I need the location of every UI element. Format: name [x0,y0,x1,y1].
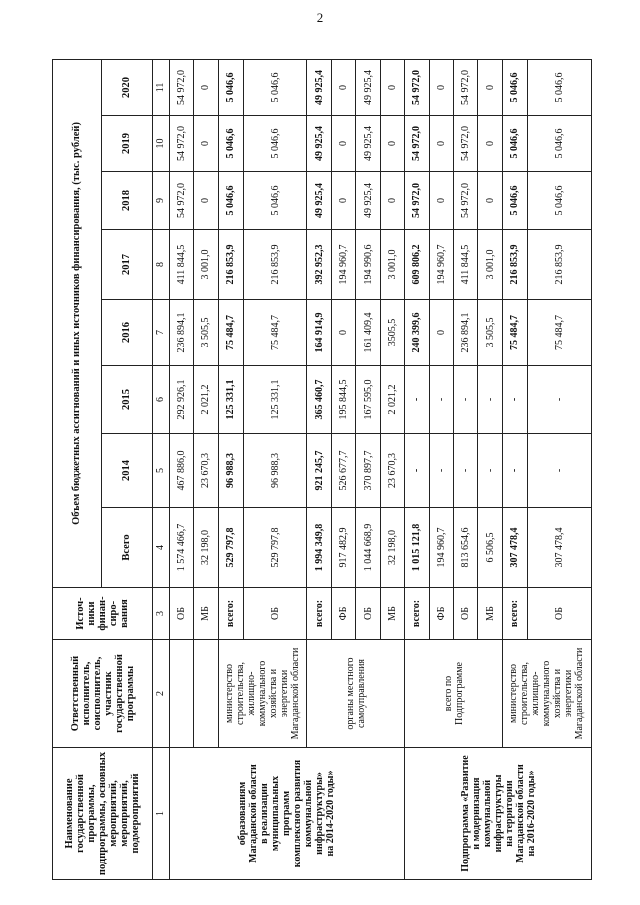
value-cell: 3 001,0 [194,230,218,300]
source-cell: ОБ [454,588,478,640]
value-cell: 0 [194,172,218,230]
program-name-line: программ [281,790,293,837]
program-name-line: на 2014-2020 годы» [325,770,337,857]
value-cell: 0 [478,172,502,230]
value-cell: 1 015 121,8 [405,508,429,588]
value-cell: 3 505,5 [194,300,218,366]
program-name-line: Магаданской области [248,764,260,863]
index-cell: 1 [153,748,170,880]
executor-line: министерство [223,663,235,724]
budget-table [52,59,592,880]
value-cell: 3 001,0 [380,230,404,300]
value-cell: 5 046,6 [243,172,307,230]
header-year: 2014 [101,434,152,508]
value-cell: 236 894,1 [169,300,193,366]
value-cell: - [454,366,478,434]
value-cell: 3 001,0 [478,230,502,300]
source-cell: всего: [502,588,527,640]
executor-line: хозяйства и [267,668,279,719]
executor-cell-empty [194,640,218,748]
subprogram-name-line: коммунальной [481,779,493,848]
value-cell: 1 574 466,7 [169,508,193,588]
source-cell: МБ [194,588,218,640]
header-year: 2018 [101,172,152,230]
value-cell: 0 [478,116,502,172]
executor-ministry-cell [502,640,591,748]
executor-line: всего по [442,675,454,712]
executor-line: министерство [508,663,520,724]
value-cell: 49 925,4 [307,116,331,172]
value-cell: 236 894,1 [454,300,478,366]
value-cell: 0 [194,59,218,115]
subprogram-name-line: инфраструктуры [492,774,504,853]
value-cell: 54 972,0 [169,172,193,230]
value-cell: 54 972,0 [454,172,478,230]
value-cell: 5 046,6 [527,116,591,172]
value-cell: 32 198,0 [380,508,404,588]
value-cell: - [527,434,591,508]
index-cell: 7 [153,300,170,366]
value-cell: 5 046,6 [502,59,527,115]
value-cell: 0 [380,59,404,115]
value-cell: 164 914,9 [307,300,331,366]
value-cell: 216 853,9 [218,230,243,300]
value-cell: 529 797,8 [218,508,243,588]
source-cell: ФБ [429,588,453,640]
executor-line: Магаданской области [574,647,586,740]
value-cell: 5 046,6 [502,172,527,230]
value-cell: 411 844,5 [169,230,193,300]
value-cell: 5 046,6 [527,172,591,230]
value-cell: 194 960,7 [429,508,453,588]
value-cell: 32 198,0 [194,508,218,588]
value-cell: - [502,434,527,508]
value-cell: 5 046,6 [243,59,307,115]
executor-line: энергетики [563,669,575,718]
value-cell: - [405,366,429,434]
value-cell: 0 [331,59,355,115]
value-cell: 0 [429,300,453,366]
value-cell: - [502,366,527,434]
value-cell: 194 960,7 [331,230,355,300]
value-cell: 54 972,0 [405,59,429,115]
value-cell: 0 [331,172,355,230]
value-cell: 75 484,7 [243,300,307,366]
value-cell: 1 044 668,9 [356,508,380,588]
value-cell: 5 046,6 [218,59,243,115]
value-cell: 54 972,0 [454,116,478,172]
header-year: 2016 [101,300,152,366]
program-name-line: в реализации [259,783,271,844]
value-cell: 917 482,9 [331,508,355,588]
page-number: 2 [316,10,324,25]
source-cell: ОБ [169,588,193,640]
source-cell: ОБ [243,588,307,640]
header-source: Источ-ники финан-сиро-вания [53,588,153,640]
subprogram-name-line: Магаданской области [514,764,526,863]
value-cell: 609 806,2 [405,230,429,300]
value-cell: 5 046,6 [243,116,307,172]
header-year: Всего [101,508,152,588]
executor-line: Магаданской области [289,647,301,740]
value-cell: - [454,434,478,508]
value-cell: 161 409,4 [356,300,380,366]
table-row [169,59,193,879]
value-cell: 240 399,6 [405,300,429,366]
value-cell: - [478,366,502,434]
value-cell: 54 972,0 [405,172,429,230]
value-cell: 0 [429,116,453,172]
source-cell: ФБ [331,588,355,640]
value-cell: 125 331,1 [243,366,307,434]
header-name: Наименование государственной программы, подпрограммы, основных мероприятий, мероприятий, подмероприятий [53,748,153,880]
value-cell: 0 [194,116,218,172]
value-cell: - [527,366,591,434]
value-cell: 54 972,0 [169,59,193,115]
index-cell: 11 [153,59,170,115]
value-cell: - [478,434,502,508]
header-funding-group: Объем бюджетных ассигнований и иных источников финансирования, (тыс. рублей) [53,59,102,587]
executor-line: строительства, [234,662,246,725]
executor-line: самоуправления [355,658,367,729]
value-cell: 125 331,1 [218,366,243,434]
value-cell: 216 853,9 [502,230,527,300]
value-cell: 49 925,4 [356,116,380,172]
executor-line: Подпрограмме [453,662,465,726]
value-cell: 5 046,6 [218,116,243,172]
value-cell: 292 926,1 [169,366,193,434]
source-cell: МБ [478,588,502,640]
executor-line: жилищно- [530,671,542,716]
executor-total-cell [405,640,503,748]
value-cell: 3505,5 [380,300,404,366]
subprogram-name-line: и модернизация [470,777,482,850]
value-cell: 216 853,9 [243,230,307,300]
value-cell: 1 994 349,8 [307,508,331,588]
executor-line: строительства, [519,662,531,725]
value-cell: 49 925,4 [307,172,331,230]
value-cell: 370 897,7 [356,434,380,508]
value-cell: 49 925,4 [307,59,331,115]
value-cell: 54 972,0 [169,116,193,172]
value-cell: 194 990,6 [356,230,380,300]
index-cell: 9 [153,172,170,230]
value-cell: 96 988,3 [243,434,307,508]
executor-line: хозяйства и [552,668,564,719]
value-cell: 813 654,6 [454,508,478,588]
value-cell: 5 046,6 [218,172,243,230]
executor-line: энергетики [278,669,290,718]
value-cell: - [405,434,429,508]
value-cell: 6 506,5 [478,508,502,588]
value-cell: 54 972,0 [405,116,429,172]
value-cell: 526 677,7 [331,434,355,508]
program-name-cell [169,748,405,880]
value-cell: 2 021,2 [380,366,404,434]
value-cell: 75 484,7 [502,300,527,366]
header-year: 2019 [101,116,152,172]
program-name-line: коммунальной [303,779,315,848]
source-cell: МБ [380,588,404,640]
source-cell: ОБ [356,588,380,640]
subprogram-name-cell [405,748,592,880]
source-cell: всего: [307,588,331,640]
index-cell: 5 [153,434,170,508]
value-cell: - [429,434,453,508]
value-cell: 23 670,3 [380,434,404,508]
program-name-line: комплексного развития [292,759,304,868]
value-cell: 96 988,3 [218,434,243,508]
source-cell: ОБ [527,588,591,640]
value-cell: 49 925,4 [356,59,380,115]
value-cell: 529 797,8 [243,508,307,588]
value-cell: 0 [331,116,355,172]
executor-cell-empty [169,640,193,748]
source-cell: всего: [218,588,243,640]
index-cell: 3 [153,588,170,640]
header-executor: Ответственный исполнитель, соисполнитель, участник государственной программы [53,640,153,748]
header-year: 2020 [101,59,152,115]
value-cell: 195 844,5 [331,366,355,434]
value-cell: 0 [478,59,502,115]
index-cell: 2 [153,640,170,748]
executor-line: коммунального [541,660,553,727]
value-cell: 194 960,7 [429,230,453,300]
value-cell: 0 [380,172,404,230]
value-cell: 307 478,4 [502,508,527,588]
program-name-line: инфраструктуры» [314,772,326,855]
value-cell: 467 886,0 [169,434,193,508]
value-cell: 921 245,7 [307,434,331,508]
value-cell: 167 595,0 [356,366,380,434]
value-cell: 307 478,4 [527,508,591,588]
index-cell: 4 [153,508,170,588]
value-cell: 75 484,7 [218,300,243,366]
subprogram-name-line: Подпрограмма «Развитие [459,755,471,872]
value-cell: 75 484,7 [527,300,591,366]
source-cell: всего: [405,588,429,640]
value-cell: 411 844,5 [454,230,478,300]
executor-line: жилищно- [245,671,257,716]
value-cell: 2 021,2 [194,366,218,434]
value-cell: 5 046,6 [502,116,527,172]
program-name-line: муниципальных [270,775,282,852]
rotated-table-wrapper [52,60,592,880]
index-cell: 10 [153,116,170,172]
value-cell: 3 505,5 [478,300,502,366]
value-cell: 23 670,3 [194,434,218,508]
value-cell: 365 460,7 [307,366,331,434]
index-cell: 6 [153,366,170,434]
value-cell: 0 [380,116,404,172]
value-cell: 49 925,4 [356,172,380,230]
table-row [405,59,429,879]
value-cell: 216 853,9 [527,230,591,300]
index-cell: 8 [153,230,170,300]
executor-ministry-cell [218,640,307,748]
header-year: 2017 [101,230,152,300]
program-name-line: образованиям [237,781,249,846]
subprogram-name-line: на территории [503,780,515,847]
index-row [153,59,170,879]
executor-local-cell [307,640,405,748]
value-cell: 54 972,0 [454,59,478,115]
executor-line: органы местного [344,657,356,730]
value-cell: 392 952,3 [307,230,331,300]
value-cell: 0 [429,59,453,115]
value-cell: - [429,366,453,434]
executor-line: коммунального [256,660,268,727]
value-cell: 5 046,6 [527,59,591,115]
header-year: 2015 [101,366,152,434]
value-cell: 0 [429,172,453,230]
value-cell: 0 [331,300,355,366]
subprogram-name-line: на 2016-2020 годы» [525,770,537,857]
